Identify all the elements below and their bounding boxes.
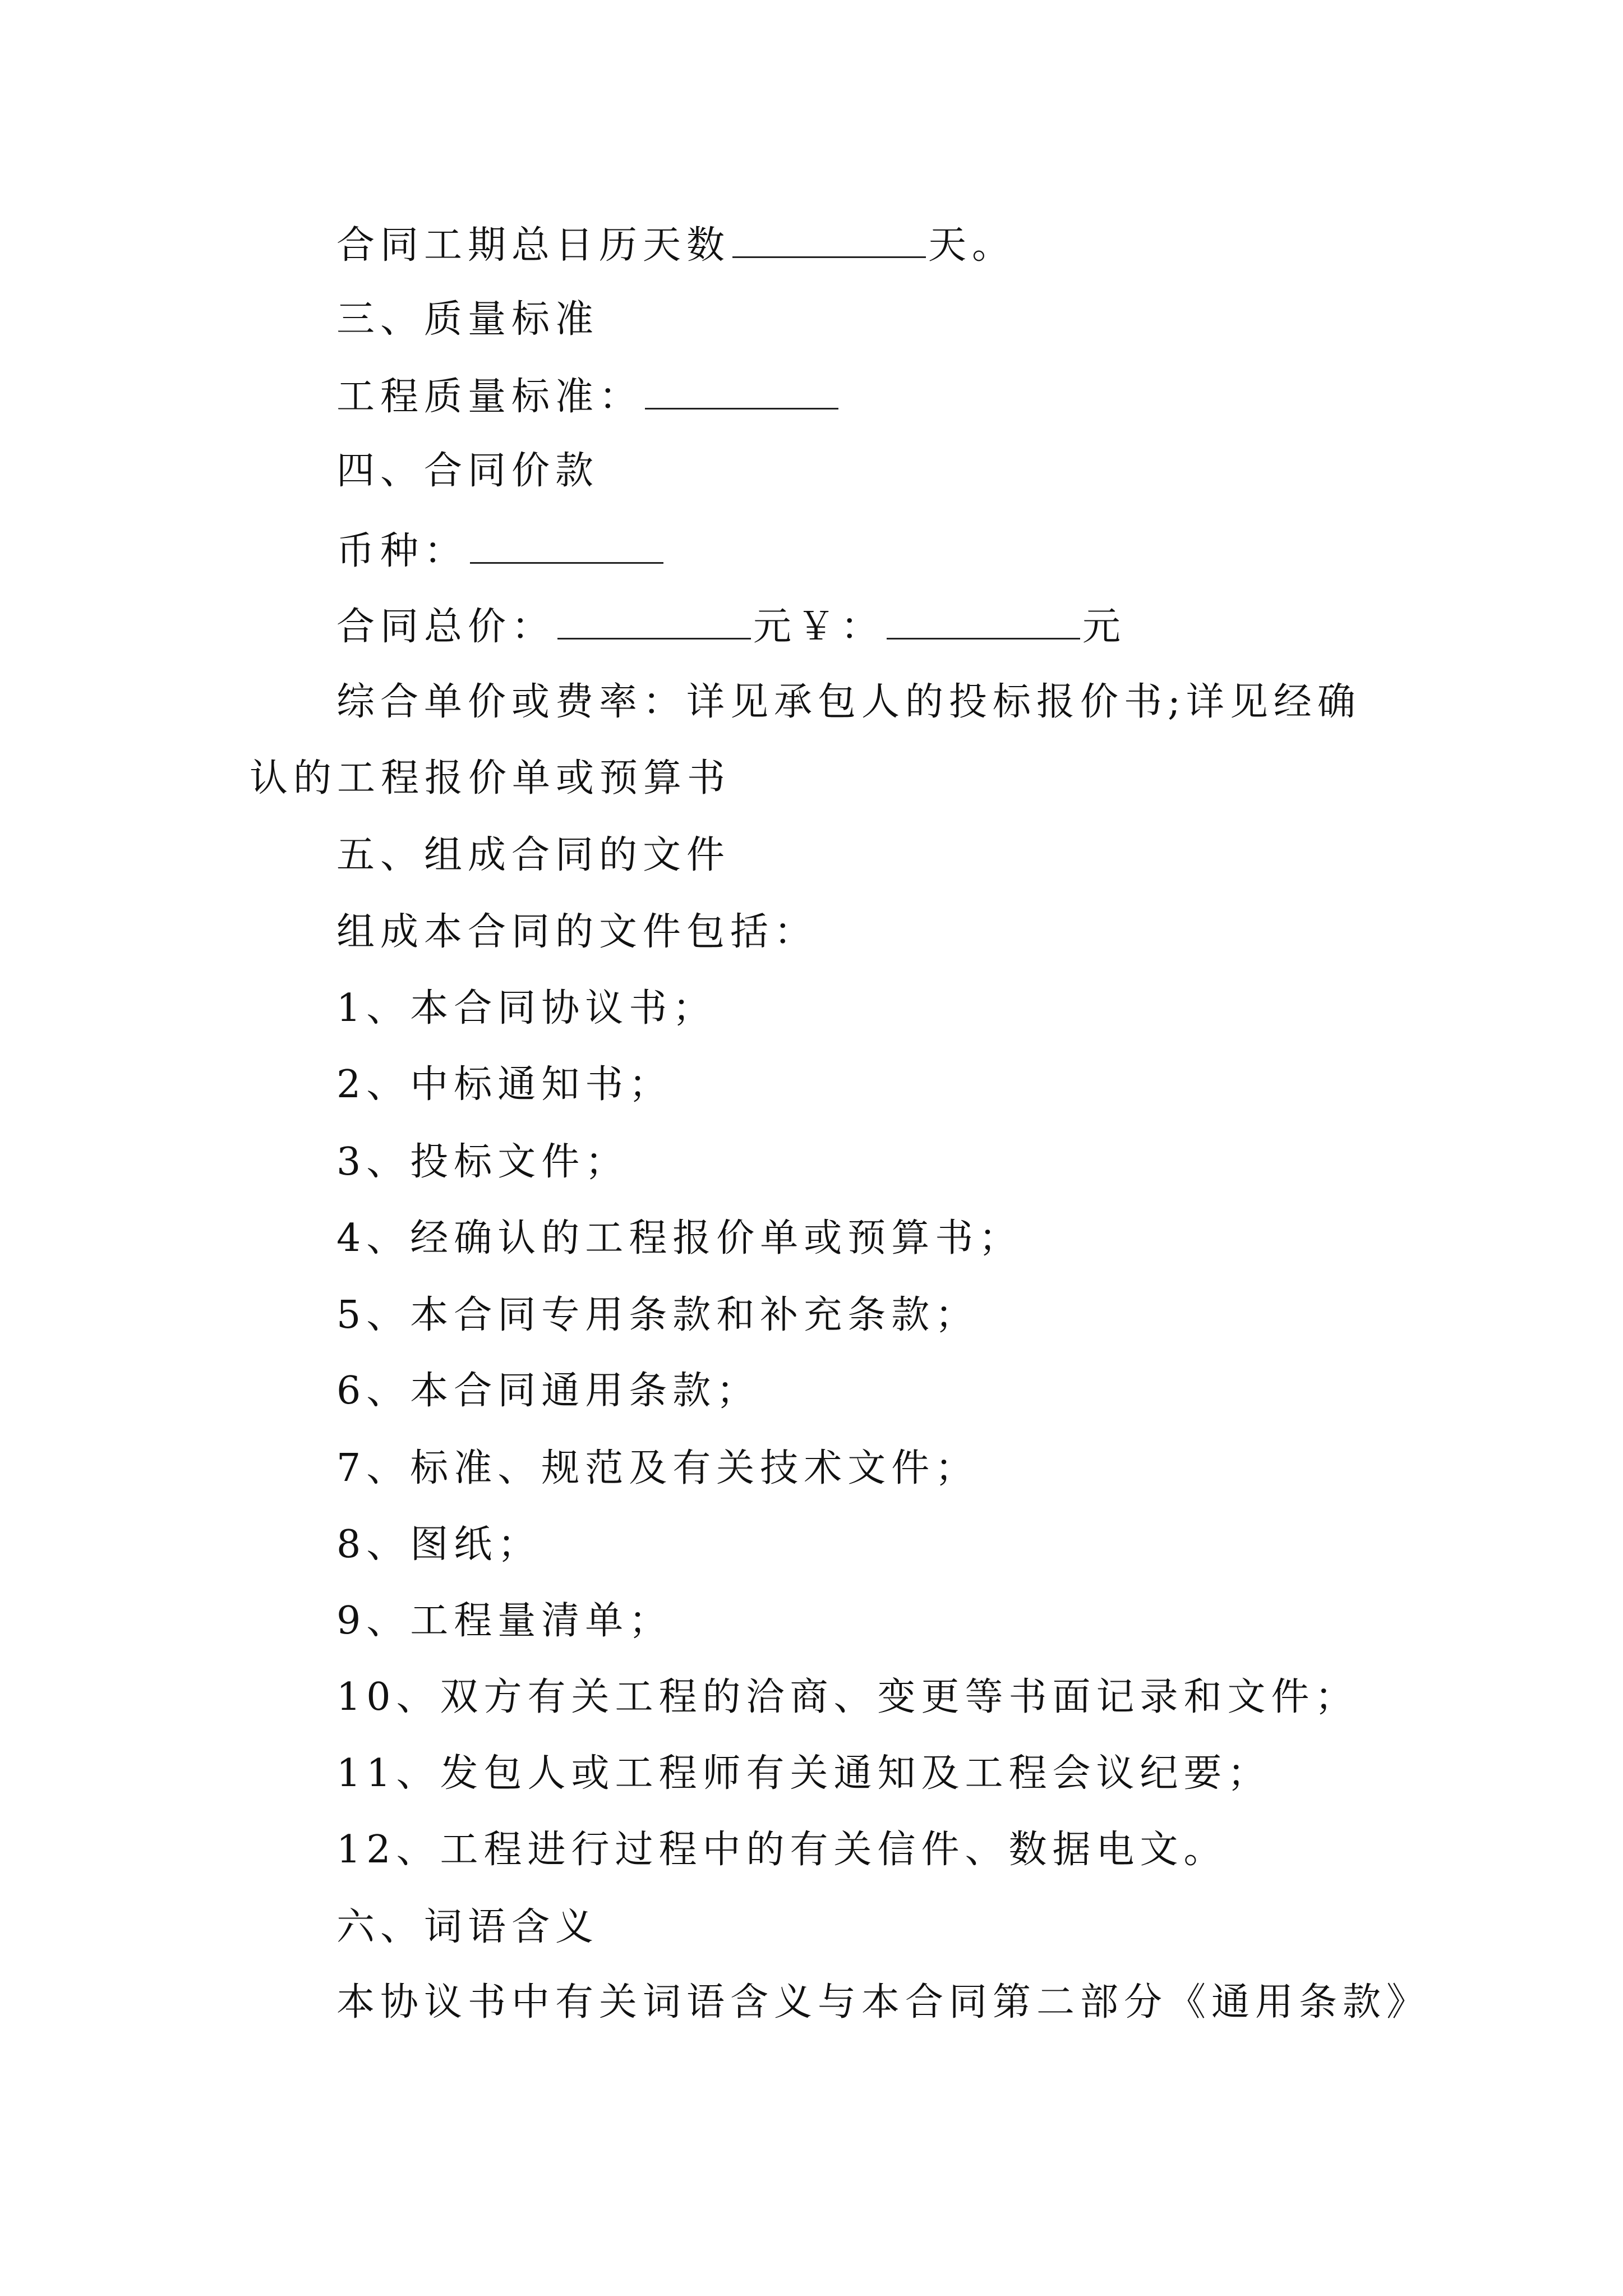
document-item: 3、投标文件； bbox=[336, 1140, 629, 1184]
unit-price-line-2: 认的工程报价单或预算书 bbox=[250, 756, 731, 800]
documents-intro: 组成本合同的文件包括： bbox=[336, 910, 818, 954]
document-item: 1、本合同协议书； bbox=[336, 986, 717, 1030]
document-item: 6、本合同通用条款； bbox=[336, 1369, 760, 1413]
document-item: 4、经确认的工程报价单或预算书； bbox=[336, 1216, 1023, 1260]
document-item: 7、标准、规范及有关技术文件； bbox=[336, 1446, 979, 1490]
document-item: 5、本合同专用条款和补充条款； bbox=[336, 1293, 979, 1337]
quality-line bbox=[336, 373, 841, 420]
documents-heading: 五、组成合同的文件 bbox=[336, 833, 731, 877]
unit-price-line-1: 综合单价或费率：详见承包人的投标报价书;详见经确 bbox=[336, 680, 1361, 724]
quality-label: 工程质量标准： bbox=[336, 375, 643, 419]
total-price-line bbox=[336, 603, 1126, 650]
duration-blank bbox=[732, 222, 926, 258]
duration-suffix: 天。 bbox=[928, 223, 1016, 268]
document-item: 12、工程进行过程中的有关信件、数据电文。 bbox=[336, 1828, 1228, 1872]
price-heading: 四、合同价款 bbox=[336, 449, 600, 493]
duration-prefix: 合同工期总日历天数 bbox=[336, 223, 731, 268]
document-item: 9、工程量清单； bbox=[336, 1599, 673, 1643]
document-item: 11、发包人或工程师有关通知及工程会议纪要； bbox=[336, 1751, 1271, 1796]
duration-line bbox=[336, 222, 1016, 268]
total-price-unit: 元￥： bbox=[753, 605, 885, 649]
terms-line-1: 本协议书中有关词语含义与本合同第二部分《通用条款》 bbox=[336, 1980, 1431, 2024]
document-item: 2、中标通知书； bbox=[336, 1062, 673, 1107]
currency-blank bbox=[470, 527, 663, 564]
quality-blank bbox=[645, 373, 838, 409]
quality-heading: 三、质量标准 bbox=[336, 297, 600, 342]
total-price-unit2: 元 bbox=[1082, 605, 1127, 649]
document-item: 8、图纸； bbox=[336, 1522, 542, 1567]
total-price-label: 合同总价： bbox=[336, 605, 556, 649]
currency-label: 币种： bbox=[336, 529, 468, 573]
terms-heading: 六、词语含义 bbox=[336, 1905, 600, 1949]
document-item: 10、双方有关工程的洽商、变更等书面记录和文件； bbox=[336, 1675, 1359, 1719]
currency-line bbox=[336, 527, 666, 574]
total-price-rmb-blank bbox=[887, 603, 1080, 639]
total-price-blank bbox=[557, 603, 751, 639]
